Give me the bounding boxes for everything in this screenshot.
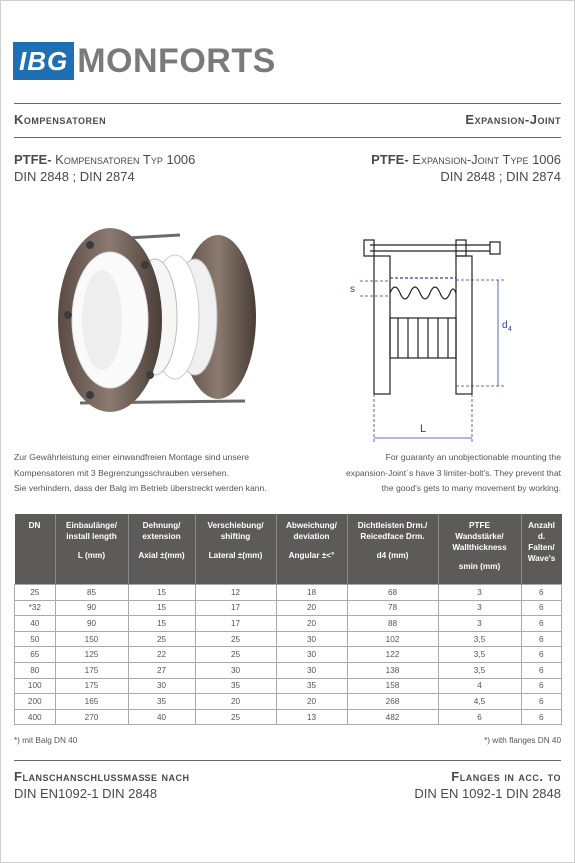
table-cell: 6 [521, 694, 562, 710]
title-right-text: Expansion-Joint Type 1006 [408, 152, 561, 167]
table-cell: 6 [521, 678, 562, 694]
table-cell: 122 [347, 647, 438, 663]
table-cell: 20 [276, 600, 347, 616]
header-left: Kompensatoren [14, 112, 107, 127]
table-cell: 90 [55, 600, 128, 616]
table-cell: 6 [521, 647, 562, 663]
table-cell: 35 [276, 678, 347, 694]
table-cell: 482 [347, 709, 438, 725]
title-left-din: DIN 2848 ; DIN 2874 [14, 169, 135, 184]
col-header-deviation: Abweichung/ deviation Angular ±<° [276, 514, 347, 585]
table-cell: 270 [55, 709, 128, 725]
table-cell: 165 [55, 694, 128, 710]
table-cell: 3,5 [438, 662, 521, 678]
table-cell: 125 [55, 647, 128, 663]
drawing-label-L: L [420, 423, 427, 435]
col-header-wall-thickness: PTFE Wandstärke/ Wallthickness smin (mm) [438, 514, 521, 585]
table-cell: 30 [195, 662, 276, 678]
table-cell: 15 [128, 585, 195, 601]
table-cell: 6 [521, 585, 562, 601]
table-cell: 30 [276, 662, 347, 678]
table-cell: 20 [195, 694, 276, 710]
table-cell: 30 [276, 647, 347, 663]
header-right: Expansion-Joint [465, 112, 561, 127]
table-cell: 6 [521, 616, 562, 632]
divider-footer [14, 760, 561, 761]
description-en-line: the good's gets to many movement by working. [381, 483, 561, 493]
title-right-din: DIN 2848 ; DIN 2874 [440, 169, 561, 184]
table-row [15, 585, 562, 601]
title-right [371, 151, 561, 185]
table-row [15, 662, 562, 678]
footnote-right: *) with flanges DN 40 [484, 736, 561, 745]
table-cell: 3 [438, 616, 521, 632]
drawing-label-s: s [350, 284, 355, 295]
table-cell: 12 [195, 585, 276, 601]
table-cell: 22 [128, 647, 195, 663]
table-row [15, 709, 562, 725]
table-cell: 13 [276, 709, 347, 725]
title-left-text: Kompensatoren Typ 1006 [51, 152, 196, 167]
divider-top [14, 103, 561, 104]
table-cell: 20 [276, 694, 347, 710]
table-cell: 158 [347, 678, 438, 694]
table-cell: 25 [15, 585, 56, 601]
table-row [15, 678, 562, 694]
table-row [15, 647, 562, 663]
table-cell: 80 [15, 662, 56, 678]
table-header-row [15, 514, 562, 585]
description-german [14, 450, 267, 497]
table-cell: 50 [15, 631, 56, 647]
divider-second [14, 137, 561, 138]
table-cell: 400 [15, 709, 56, 725]
table-cell: 40 [15, 616, 56, 632]
specifications-table [14, 514, 562, 725]
description-de-line: Kompensatoren mit 3 Begrenzungsschrauben versehen. [14, 467, 229, 478]
table-cell: 90 [55, 616, 128, 632]
table-cell: 3 [438, 600, 521, 616]
table-cell: 6 [521, 600, 562, 616]
title-left-bold: PTFE- [14, 152, 52, 167]
title-left [14, 151, 195, 185]
table-cell: 4 [438, 678, 521, 694]
table-cell: 25 [128, 631, 195, 647]
col-header-waves: Anzahl d. Falten/ Wave's [521, 514, 562, 585]
table-cell: 6 [521, 631, 562, 647]
table-cell: 30 [128, 678, 195, 694]
table-cell: *32 [15, 600, 56, 616]
table-cell: 100 [15, 678, 56, 694]
table-cell: 15 [128, 616, 195, 632]
table-row [15, 600, 562, 616]
table-cell: 17 [195, 616, 276, 632]
table-cell: 6 [521, 662, 562, 678]
table-cell: 27 [128, 662, 195, 678]
col-header-dn: DN [15, 514, 56, 585]
table-cell: 18 [276, 585, 347, 601]
table-cell: 6 [521, 709, 562, 725]
table-cell: 138 [347, 662, 438, 678]
table-cell: 175 [55, 662, 128, 678]
footer-right-title: Flanges in acc. to [451, 769, 561, 784]
table-cell: 4,5 [438, 694, 521, 710]
table-cell: 40 [128, 709, 195, 725]
footer-right-standard: DIN EN 1092-1 DIN 2848 [414, 786, 561, 801]
table-cell: 15 [128, 600, 195, 616]
description-english [346, 450, 561, 497]
description-en-line: expansion-Joint´s have 3 limiter-bolt's. They prevent that [346, 467, 561, 478]
footer-left-title: Flanschanschlussmaße nach [14, 769, 190, 784]
table-cell: 25 [195, 631, 276, 647]
table-cell: 268 [347, 694, 438, 710]
table-row [15, 616, 562, 632]
footer-left [14, 768, 190, 802]
table-cell: 35 [195, 678, 276, 694]
footer-left-standard: DIN EN1092-1 DIN 2848 [14, 786, 158, 801]
table-row [15, 631, 562, 647]
table-cell: 6 [438, 709, 521, 725]
table-cell: 3,5 [438, 647, 521, 663]
col-header-extension: Dehnung/ extension Axial ±(mm) [128, 514, 195, 585]
description-de-line: Zur Gewährleistung einer einwandfreien Montage sind unsere [14, 452, 250, 462]
footnote-left: *) mit Balg DN 40 [14, 736, 78, 745]
table-cell: 102 [347, 631, 438, 647]
col-header-shifting: Verschiebung/ shifting Lateral ±(mm) [195, 514, 276, 585]
table-cell: 68 [347, 585, 438, 601]
table-cell: 20 [276, 616, 347, 632]
drawing-label-d-sub: 4 [508, 326, 512, 333]
title-right-bold: PTFE- [371, 152, 409, 167]
logo-monforts: MONFORTS [77, 42, 276, 80]
drawing-label-d: d [502, 320, 508, 331]
col-header-raised-face: Dichtleisten Drm./ Reicedface Drm. d4 (mm) [347, 514, 438, 585]
table-cell: 85 [55, 585, 128, 601]
table-cell: 25 [195, 647, 276, 663]
table-cell: 65 [15, 647, 56, 663]
description-de-line: Sie verhindern, dass der Balg im Betrieb überstreckt werden kann. [14, 483, 267, 493]
footer-right [414, 768, 561, 802]
technical-drawing [330, 218, 520, 448]
table-cell: 88 [347, 616, 438, 632]
table-cell: 175 [55, 678, 128, 694]
col-header-length: Einbaulänge/ install length L (mm) [55, 514, 128, 585]
table-cell: 78 [347, 600, 438, 616]
table-cell: 25 [195, 709, 276, 725]
table-cell: 35 [128, 694, 195, 710]
product-photo [40, 205, 260, 440]
table-cell: 3,5 [438, 631, 521, 647]
table-cell: 30 [276, 631, 347, 647]
brand-logo [13, 42, 276, 80]
table-cell: 200 [15, 694, 56, 710]
table-cell: 150 [55, 631, 128, 647]
table-cell: 3 [438, 585, 521, 601]
description-en-line: For guaranty an unobjectionable mounting the [385, 452, 561, 462]
table-row [15, 694, 562, 710]
logo-ibg: IBG [13, 42, 74, 80]
table-cell: 17 [195, 600, 276, 616]
